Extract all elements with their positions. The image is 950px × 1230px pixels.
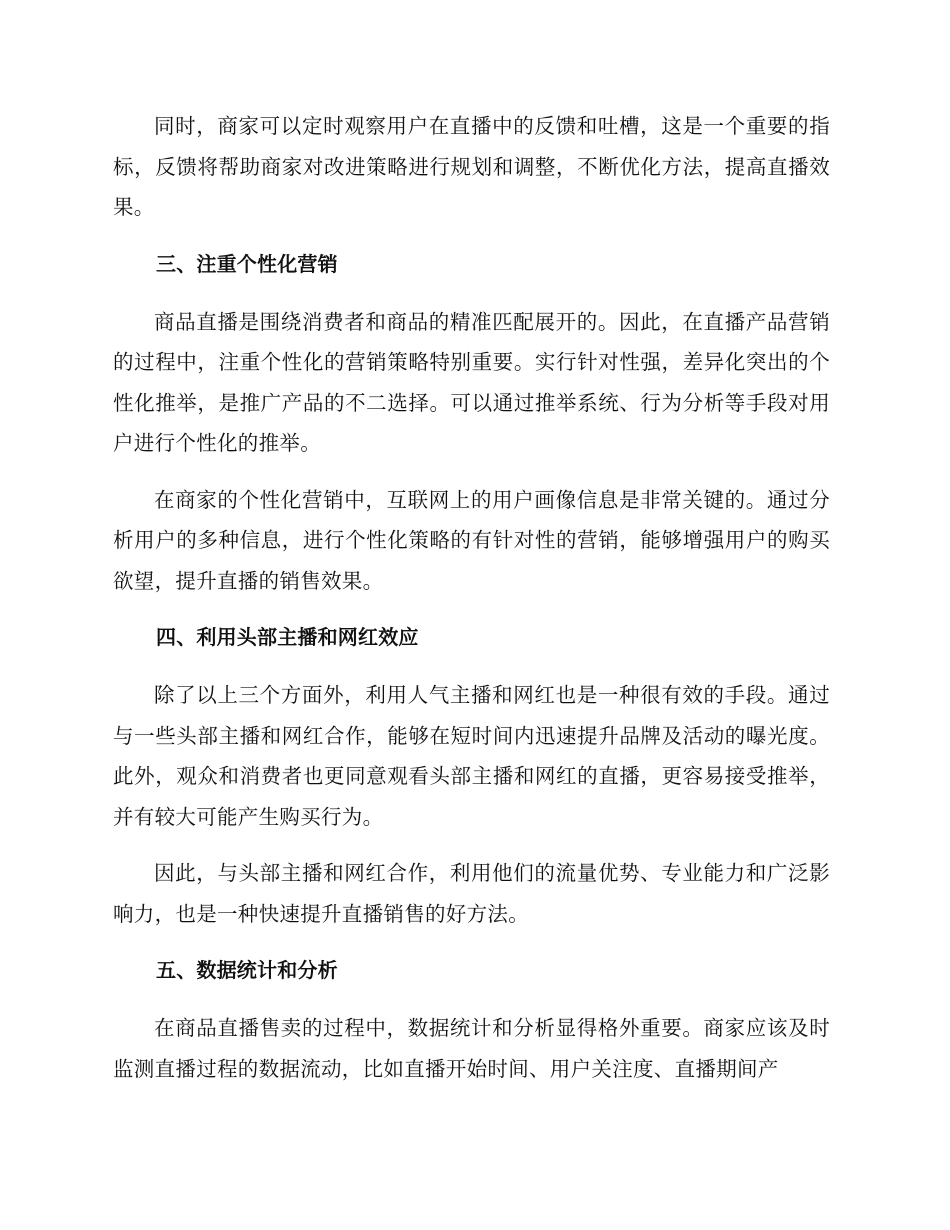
- paragraph-influencer-cooperation: 因此，与头部主播和网红合作，利用他们的流量优势、专业能力和广泛影响力，也是一种快速提升直播销售的好方法。: [113, 861, 830, 926]
- paragraph-influencer-effect: 除了以上三个方面外，利用人气主播和网红也是一种很有效的手段。通过与一些头部主播和网红合作，能够在短时间内迅速提升品牌及活动的曝光度。此外，观众和消费者也更同意观看头部主播和网红的直播，更容易接受推举，并有较大可能产生购买行为。: [113, 683, 830, 829]
- section-heading-data-analysis: 五、数据统计和分析: [156, 958, 338, 982]
- paragraph-personalized-strategy: 商品直播是围绕消费者和商品的精准匹配展开的。因此，在直播产品营销的过程中，注重个性化的营销策略特别重要。实行针对性强，差异化突出的个性化推举，是推广产品的不二选择。可以通过推举系统、行为分析等手段对用户进行个性化的推举。: [113, 309, 830, 455]
- paragraph-feedback: 同时，商家可以定时观察用户在直播中的反馈和吐槽，这是一个重要的指标，反馈将帮助商家对改进策略进行规划和调整，不断优化方法，提高直播效果。: [113, 114, 830, 219]
- section-heading-influencers: 四、利用头部主播和网红效应: [156, 625, 419, 649]
- paragraph-user-profile: 在商家的个性化营销中，互联网上的用户画像信息是非常关键的。通过分析用户的多种信息，进行个性化策略的有针对性的营销，能够增强用户的购买欲望，提升直播的销售效果。: [113, 487, 830, 593]
- paragraph-data-statistics: 在商品直播售卖的过程中，数据统计和分析显得格外重要。商家应该及时监测直播过程的数据流动，比如直播开始时间、用户关注度、直播期间产: [113, 1016, 830, 1081]
- document-page: [113, 106, 830, 1105]
- section-heading-personalized-marketing: 三、注重个性化营销: [156, 251, 338, 276]
